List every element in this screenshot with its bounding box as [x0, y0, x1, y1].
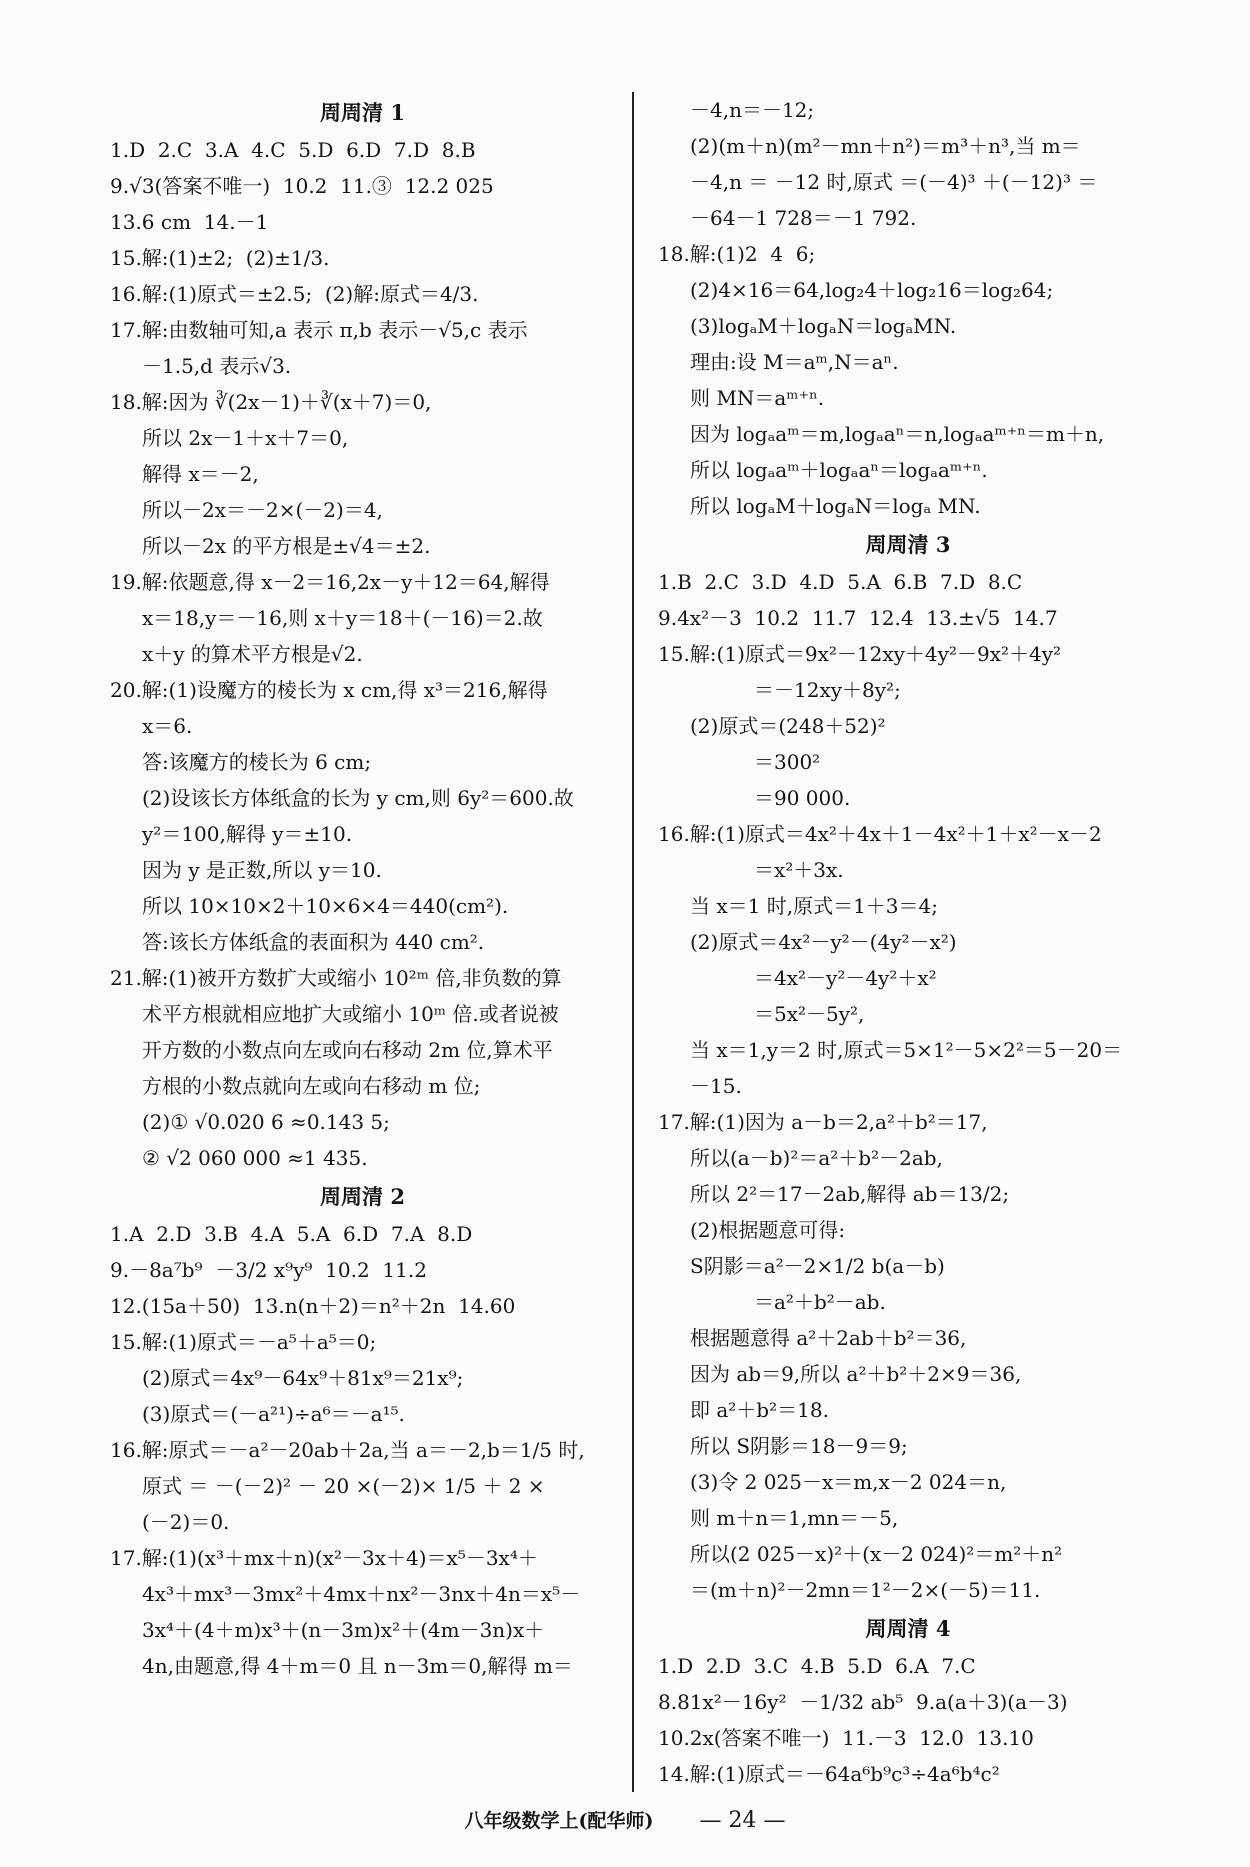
right-column — [658, 92, 1158, 1792]
answer-line: ＝300² — [754, 750, 821, 774]
answer-line: 18.解:因为 ∛(2x－1)＋∛(x＋7)＝0, — [110, 390, 432, 414]
answer-line: 17.解:由数轴可知,a 表示 π,b 表示－√5,c 表示 — [110, 318, 528, 342]
answer-line: 10.2x(答案不唯一) 11.－3 12.0 13.10 — [658, 1726, 1034, 1750]
answer-line: ＝90 000. — [754, 786, 851, 810]
answer-line: 1.A 2.D 3.B 4.A 5.A 6.D 7.A 8.D — [110, 1222, 473, 1246]
answer-line: 理由:设 M＝aᵐ,N＝aⁿ. — [690, 350, 899, 374]
answer-line: (2)根据题意可得: — [690, 1218, 846, 1242]
answer-line: 9.－8a⁷b⁹ －3/2 x⁹y⁹ 10.2 11.2 — [110, 1258, 427, 1282]
answer-line: ＝x²＋3x. — [754, 858, 844, 882]
answer-line: －1.5,d 表示√3. — [142, 354, 292, 378]
answer-line: 原式 ＝ －(－2)² － 20 ×(－2)× 1/5 ＋ 2 × — [142, 1474, 545, 1498]
answer-line: －15. — [690, 1074, 742, 1098]
answer-line: (2)原式＝(248＋52)² — [690, 714, 886, 738]
section-title: 周周清 1 — [320, 100, 405, 125]
answer-line: 则 m＋n＝1,mn＝－5, — [690, 1506, 899, 1530]
answer-line: 所以(2 025－x)²＋(x－2 024)²＝m²＋n² — [690, 1542, 1063, 1566]
answer-line: 因为 y 是正数,所以 y＝10. — [142, 858, 382, 882]
answer-line: 所以－2x 的平方根是±√4＝±2. — [142, 534, 431, 558]
answer-line: 17.解:(1)(x³＋mx＋n)(x²－3x＋4)＝x⁵－3x⁴＋ — [110, 1546, 538, 1570]
answer-line: (2)原式＝4x²－y²－(4y²－x²) — [690, 930, 957, 954]
answer-line: 当 x＝1,y＝2 时,原式＝5×1²－5×2²＝5－20＝ — [690, 1038, 1123, 1062]
answer-line: 1.D 2.D 3.C 4.B 5.D 6.A 7.C — [658, 1654, 976, 1678]
answer-line: 19.解:依题意,得 x－2＝16,2x－y＋12＝64,解得 — [110, 570, 550, 594]
answer-line: 1.B 2.C 3.D 4.D 5.A 6.B 7.D 8.C — [658, 570, 1023, 594]
answer-line: 答:该魔方的棱长为 6 cm; — [142, 750, 372, 774]
answer-line: S阴影＝a²－2×1/2 b(a－b) — [690, 1254, 945, 1278]
answer-line: x＋y 的算术平方根是√2. — [142, 642, 363, 666]
answer-line: (3)原式＝(－a²¹)÷a⁶＝－a¹⁵. — [142, 1402, 405, 1426]
answer-line: 因为 ab＝9,所以 a²＋b²＋2×9＝36, — [690, 1362, 1022, 1386]
answer-line: (2)① √0.020 6 ≈0.143 5; — [142, 1110, 390, 1134]
answer-line: －64－1 728＝－1 792. — [690, 206, 917, 230]
answer-line: 21.解:(1)被开方数扩大或缩小 10²ᵐ 倍,非负数的算 — [110, 966, 562, 990]
answer-line: 18.解:(1)2 4 6; — [658, 242, 816, 266]
answer-line: 13.6 cm 14.－1 — [110, 210, 269, 234]
answer-line: x＝6. — [142, 714, 193, 738]
section-title: 周周清 2 — [320, 1184, 405, 1209]
answer-line: (2)原式＝4x⁹－64x⁹＋81x⁹＝21x⁹; — [142, 1366, 464, 1390]
answer-line: ＝(m＋n)²－2mn＝1²－2×(－5)＝11. — [690, 1578, 1041, 1602]
answer-line: 4n,由题意,得 4＋m＝0 且 n－3m＝0,解得 m＝ — [142, 1654, 573, 1678]
answer-line: (2)(m＋n)(m²－mn＋n²)＝m³＋n³,当 m＝ — [690, 134, 1081, 158]
answer-line: (2)4×16＝64,log₂4＋log₂16＝log₂64; — [690, 278, 1054, 302]
page-footer — [0, 1806, 1250, 1833]
answer-line: 所以 2x－1＋x＋7＝0, — [142, 426, 349, 450]
answer-line: －4,n＝－12; — [690, 98, 815, 122]
answer-line: 方根的小数点就向左或向右移动 m 位; — [142, 1074, 481, 1098]
answer-line: 3x⁴＋(4＋m)x³＋(n－3m)x²＋(4m－3n)x＋ — [142, 1618, 545, 1642]
answer-line: 1.D 2.C 3.A 4.C 5.D 6.D 7.D 8.B — [110, 138, 476, 162]
answer-line: 所以－2x＝－2×(－2)＝4, — [142, 498, 383, 522]
answer-line: 所以 2²＝17－2ab,解得 ab＝13/2; — [690, 1182, 1010, 1206]
answer-line: 17.解:(1)因为 a－b＝2,a²＋b²＝17, — [658, 1110, 988, 1134]
answer-line: x＝18,y＝－16,则 x＋y＝18＋(－16)＝2.故 — [142, 606, 543, 630]
answer-line: 术平方根就相应地扩大或缩小 10ᵐ 倍.或者说被 — [142, 1002, 559, 1026]
answer-line: 16.解:(1)原式＝±2.5; (2)解:原式＝4/3. — [110, 282, 479, 306]
answer-line: 20.解:(1)设魔方的棱长为 x cm,得 x³＝216,解得 — [110, 678, 548, 702]
answer-line: 9.4x²－3 10.2 11.7 12.4 13.±√5 14.7 — [658, 606, 1058, 630]
answer-line: 则 MN＝aᵐ⁺ⁿ. — [690, 386, 825, 410]
section-title: 周周清 4 — [865, 1616, 951, 1641]
section-title: 周周清 3 — [865, 532, 951, 557]
answer-line: 答:该长方体纸盒的表面积为 440 cm². — [142, 930, 485, 954]
answer-line: 解得 x＝－2, — [142, 462, 259, 486]
answer-line: (3)令 2 025－x＝m,x－2 024＝n, — [690, 1470, 1007, 1494]
answer-line: ＝5x²－5y², — [754, 1002, 865, 1026]
column-divider — [632, 92, 634, 1792]
answer-line: 所以 S阴影＝18－9＝9; — [690, 1434, 908, 1458]
left-column — [110, 92, 615, 1684]
book-title: 八年级数学上(配华师) — [464, 1810, 654, 1832]
answer-line: 14.解:(1)原式＝－64a⁶b⁹c³÷4a⁶b⁴c² — [658, 1762, 1000, 1786]
answer-line: －4,n ＝ －12 时,原式 ＝(－4)³ ＋(－12)³ ＝ — [690, 170, 1098, 194]
answer-line: (3)logₐM＋logₐN＝logₐMN. — [690, 314, 957, 338]
answer-line: 12.(15a＋50) 13.n(n＋2)＝n²＋2n 14.60 — [110, 1294, 516, 1318]
answer-line: 4x³＋mx³－3mx²＋4mx＋nx²－3nx＋4n＝x⁵－ — [142, 1582, 581, 1606]
answer-line: ② √2 060 000 ≈1 435. — [142, 1146, 368, 1170]
answer-line: 开方数的小数点向左或向右移动 2m 位,算术平 — [142, 1038, 553, 1062]
answer-line: 所以(a－b)²＝a²＋b²－2ab, — [690, 1146, 943, 1170]
answer-line: y²＝100,解得 y＝±10. — [142, 822, 353, 846]
answer-line: ＝－12xy＋8y²; — [754, 678, 901, 702]
answer-line: 15.解:(1)±2; (2)±1/3. — [110, 246, 330, 270]
answer-line: ＝4x²－y²－4y²＋x² — [754, 966, 937, 990]
answer-line: 15.解:(1)原式＝9x²－12xy＋4y²－9x²＋4y² — [658, 642, 1062, 666]
answer-line: 所以 logₐM＋logₐN＝logₐ MN. — [690, 494, 981, 518]
answer-line: 15.解:(1)原式＝－a⁵＋a⁵＝0; — [110, 1330, 377, 1354]
answer-line: 16.解:(1)原式＝4x²＋4x＋1－4x²＋1＋x²－x－2 — [658, 822, 1102, 846]
page-number: — 24 — — [699, 1808, 786, 1833]
answer-line: (2)设该长方体纸盒的长为 y cm,则 6y²＝600.故 — [142, 786, 574, 810]
answer-line: 即 a²＋b²＝18. — [690, 1398, 829, 1422]
answer-line: 9.√3(答案不唯一) 10.2 11.③ 12.2 025 — [110, 174, 494, 198]
answer-line: ＝a²＋b²－ab. — [754, 1290, 886, 1314]
answer-line: 8.81x²－16y² －1/32 ab⁵ 9.a(a＋3)(a－3) — [658, 1690, 1068, 1714]
answer-line: 根据题意得 a²＋2ab＋b²＝36, — [690, 1326, 967, 1350]
page-number-value: 24 — [728, 1808, 757, 1833]
answer-line: 所以 10×10×2＋10×6×4＝440(cm²). — [142, 894, 509, 918]
answer-line: 16.解:原式＝－a²－20ab＋2a,当 a＝－2,b＝1/5 时, — [110, 1438, 585, 1462]
answer-line: 当 x＝1 时,原式＝1＋3＝4; — [690, 894, 938, 918]
answer-line: 所以 logₐaᵐ＋logₐaⁿ＝logₐaᵐ⁺ⁿ. — [690, 458, 988, 482]
answer-line: 因为 logₐaᵐ＝m,logₐaⁿ＝n,logₐaᵐ⁺ⁿ＝m＋n, — [690, 422, 1105, 446]
answer-line: (－2)＝0. — [142, 1510, 230, 1534]
